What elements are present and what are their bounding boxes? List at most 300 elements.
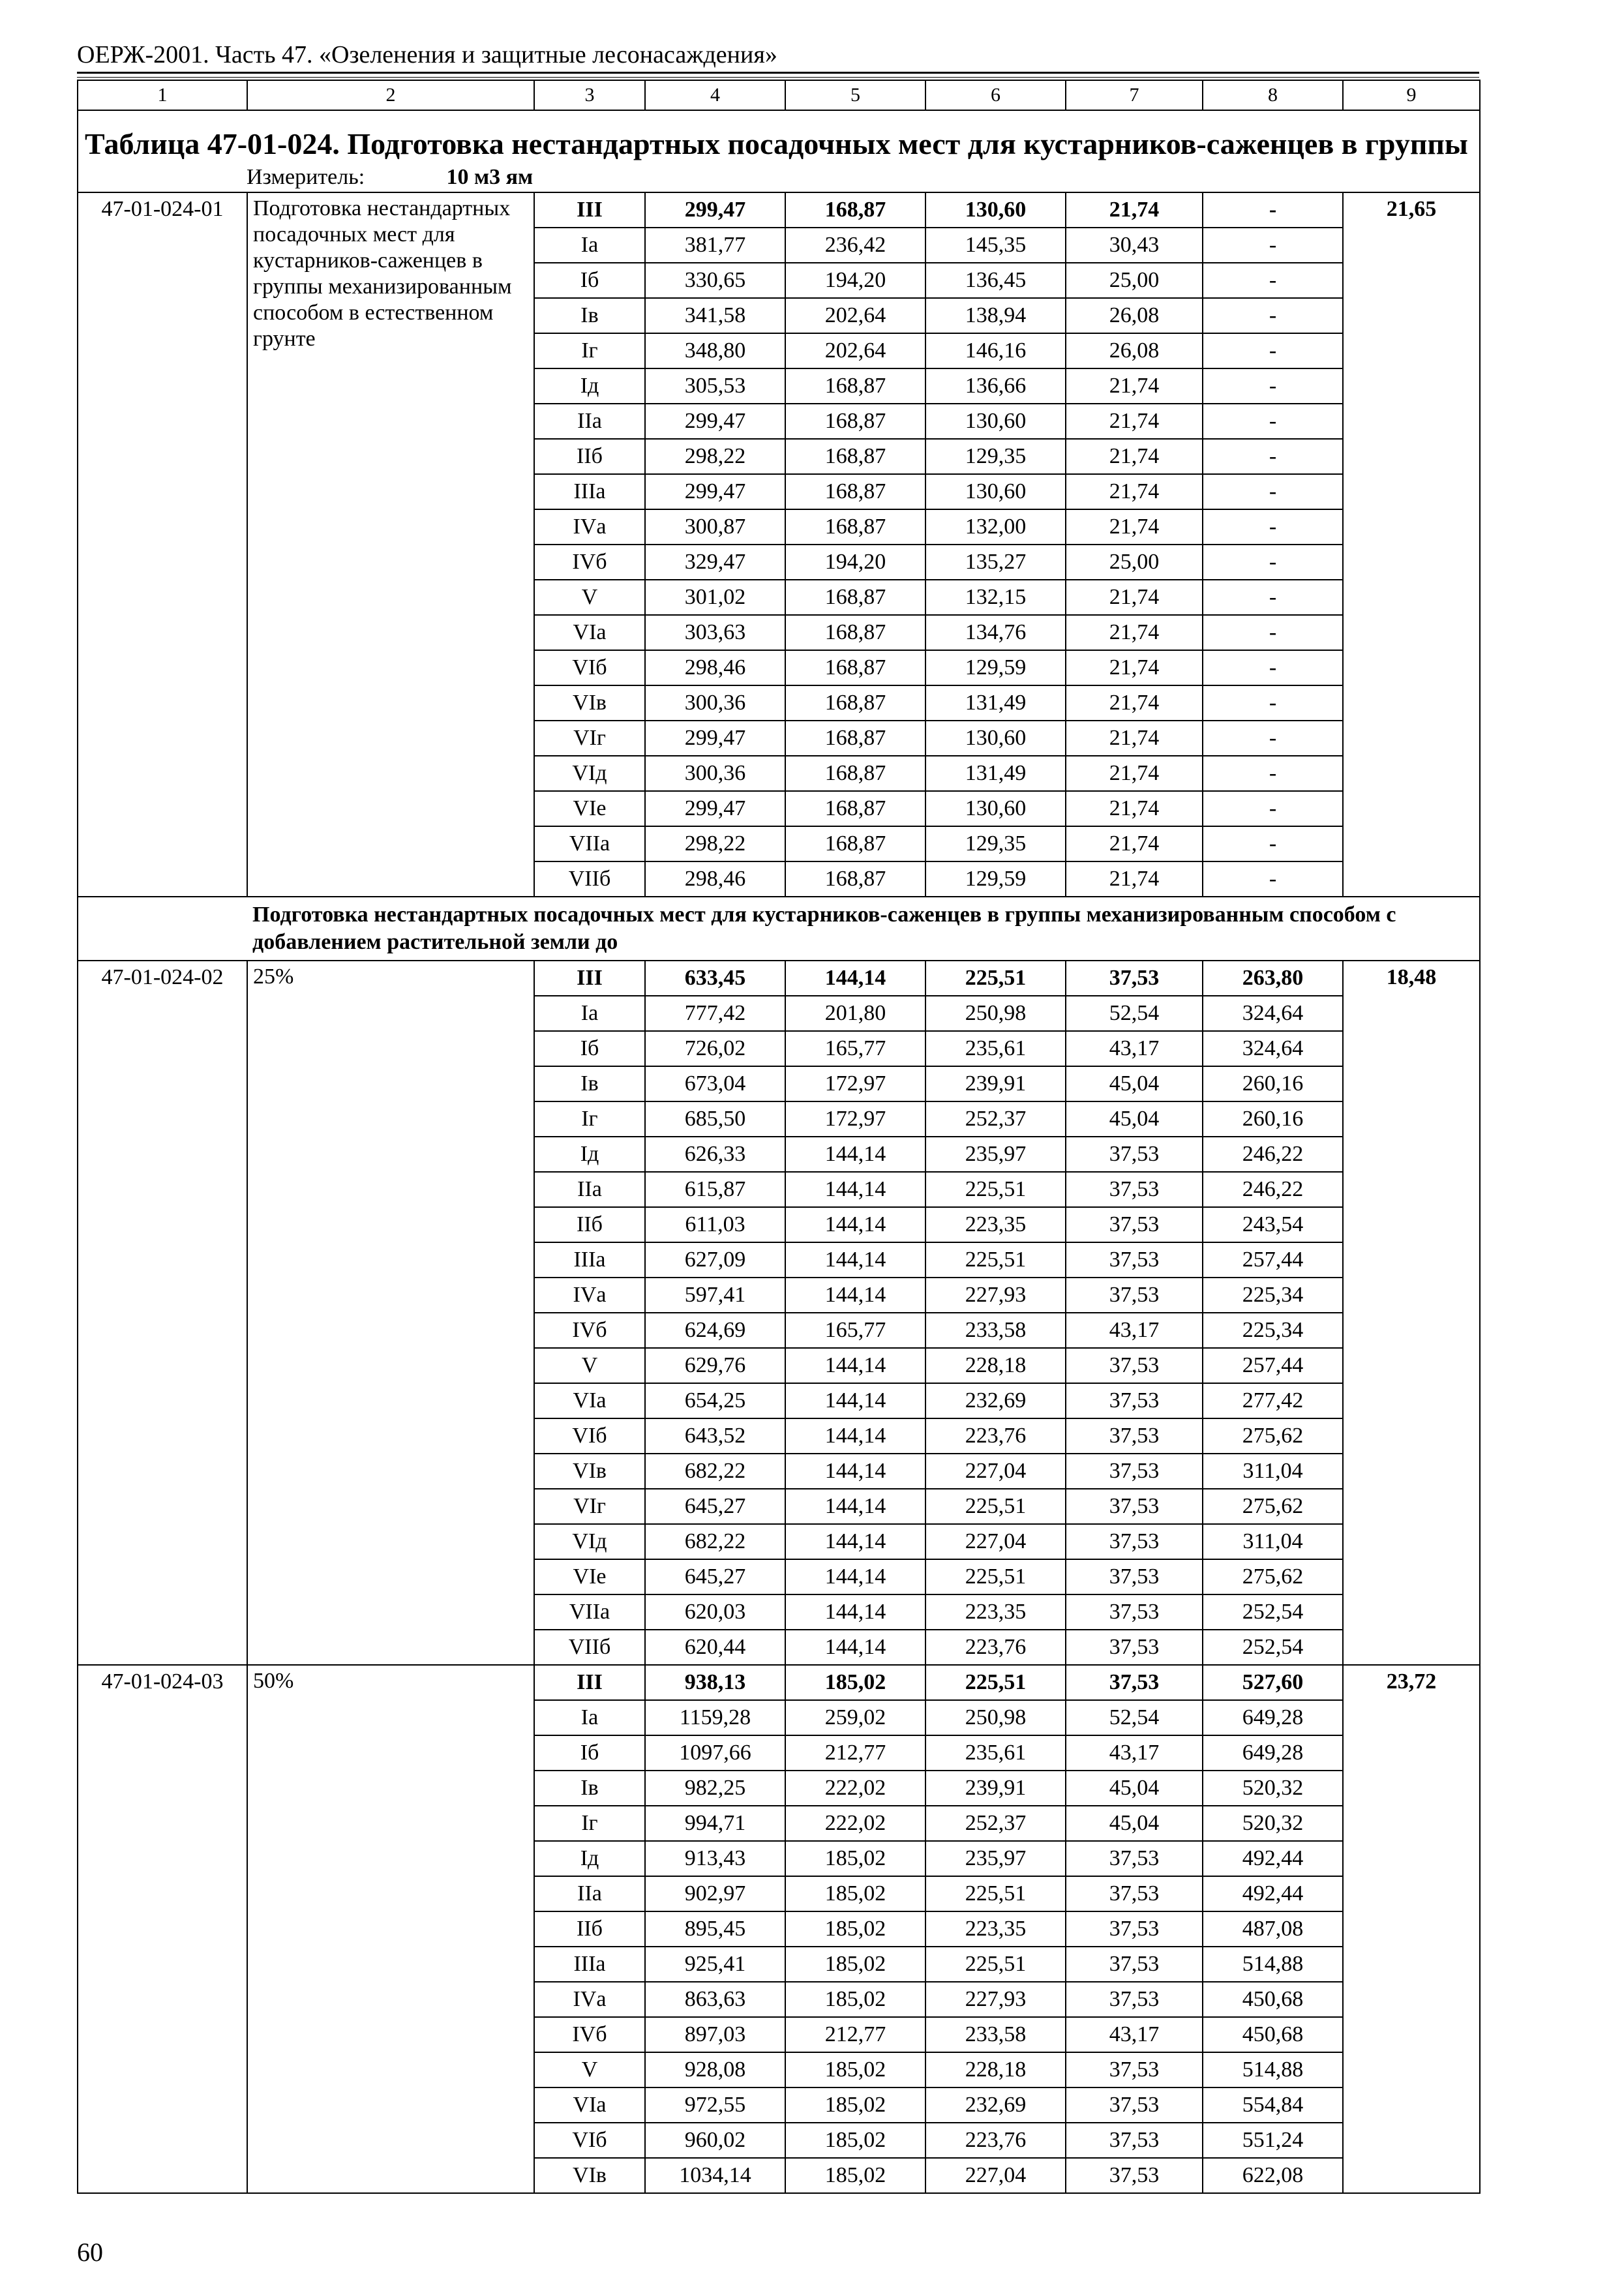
- zone-cell: IVб: [534, 545, 645, 580]
- value-cell: 615,87: [645, 1172, 785, 1207]
- value-cell: 165,77: [785, 1313, 925, 1348]
- value-cell: 130,60: [925, 404, 1066, 439]
- value-cell: 37,53: [1066, 1172, 1203, 1207]
- value-cell: 620,44: [645, 1630, 785, 1665]
- value-cell: 130,60: [925, 192, 1066, 228]
- zone-cell: IVа: [534, 1278, 645, 1313]
- value-cell: 43,17: [1066, 1735, 1203, 1771]
- rate-name: 25%: [247, 961, 534, 1665]
- value-cell: 863,63: [645, 1982, 785, 2017]
- value-cell: 622,08: [1203, 2158, 1343, 2193]
- value-cell: 633,45: [645, 961, 785, 996]
- value-cell: 129,59: [925, 650, 1066, 685]
- table-row: [78, 1665, 1480, 1700]
- value-cell: 223,35: [925, 1207, 1066, 1242]
- value-cell: 263,80: [1203, 961, 1343, 996]
- value-cell: 168,87: [785, 826, 925, 861]
- value-cell: 144,14: [785, 1594, 925, 1630]
- value-cell: 202,64: [785, 333, 925, 368]
- page-header: ОЕРЖ-2001. Часть 47. «Озеленения и защитные лесонасаждения»: [77, 41, 777, 68]
- table-row: [78, 961, 1480, 996]
- value-cell: 37,53: [1066, 2087, 1203, 2123]
- value-cell: 303,63: [645, 615, 785, 650]
- value-cell: 134,76: [925, 615, 1066, 650]
- value-cell: 185,02: [785, 1665, 925, 1700]
- value-cell: 726,02: [645, 1031, 785, 1066]
- subsection-row: [78, 897, 1480, 961]
- value-cell: -: [1203, 192, 1343, 228]
- value-cell: 682,22: [645, 1524, 785, 1559]
- value-cell: 168,87: [785, 861, 925, 897]
- value-cell: 341,58: [645, 298, 785, 333]
- value-cell: 300,36: [645, 685, 785, 721]
- value-cell: 275,62: [1203, 1559, 1343, 1594]
- value-cell: 52,54: [1066, 1700, 1203, 1735]
- zone-cell: VIIа: [534, 1594, 645, 1630]
- zone-cell: VIб: [534, 650, 645, 685]
- value-cell: -: [1203, 615, 1343, 650]
- value-cell: 132,15: [925, 580, 1066, 615]
- value-cell: -: [1203, 474, 1343, 509]
- value-cell: 235,97: [925, 1137, 1066, 1172]
- value-cell: 45,04: [1066, 1806, 1203, 1841]
- value-cell: 168,87: [785, 615, 925, 650]
- value-cell: 25,00: [1066, 545, 1203, 580]
- value-cell: 136,45: [925, 263, 1066, 298]
- value-cell: 144,14: [785, 961, 925, 996]
- value-cell: 649,28: [1203, 1735, 1343, 1771]
- value-cell: 21,74: [1066, 474, 1203, 509]
- value-cell: 223,35: [925, 1594, 1066, 1630]
- value-cell: 227,04: [925, 1524, 1066, 1559]
- value-cell: 235,61: [925, 1735, 1066, 1771]
- value-cell: 129,59: [925, 861, 1066, 897]
- value-cell: 300,87: [645, 509, 785, 545]
- value-cell: 902,97: [645, 1876, 785, 1911]
- value-cell: 492,44: [1203, 1876, 1343, 1911]
- zone-cell: IIIа: [534, 1947, 645, 1982]
- column-number: 1: [78, 80, 247, 110]
- rate-code: 47-01-024-02: [78, 961, 247, 1665]
- value-cell: 225,51: [925, 1947, 1066, 1982]
- value-cell: 227,04: [925, 2158, 1066, 2193]
- value-cell: 37,53: [1066, 2158, 1203, 2193]
- value-cell: -: [1203, 721, 1343, 756]
- zone-cell: Iг: [534, 1806, 645, 1841]
- value-cell: 37,53: [1066, 2052, 1203, 2087]
- value-cell: 21,74: [1066, 439, 1203, 474]
- value-cell: 311,04: [1203, 1454, 1343, 1489]
- value-cell: 144,14: [785, 1630, 925, 1665]
- value-cell: 37,53: [1066, 1489, 1203, 1524]
- value-cell: -: [1203, 509, 1343, 545]
- value-cell: 348,80: [645, 333, 785, 368]
- value-cell: 232,69: [925, 2087, 1066, 2123]
- value-cell: -: [1203, 826, 1343, 861]
- value-cell: 168,87: [785, 192, 925, 228]
- value-cell: 21,74: [1066, 192, 1203, 228]
- value-cell: 185,02: [785, 2087, 925, 2123]
- value-cell: 520,32: [1203, 1771, 1343, 1806]
- value-cell: 144,14: [785, 1489, 925, 1524]
- value-cell: 299,47: [645, 192, 785, 228]
- value-cell: 298,46: [645, 650, 785, 685]
- value-cell: 37,53: [1066, 1630, 1203, 1665]
- value-cell: 136,66: [925, 368, 1066, 404]
- value-cell: 146,16: [925, 333, 1066, 368]
- value-cell: 311,04: [1203, 1524, 1343, 1559]
- value-cell: 37,53: [1066, 1242, 1203, 1278]
- value-cell: 239,91: [925, 1771, 1066, 1806]
- zone-cell: VIг: [534, 721, 645, 756]
- zone-cell: Iв: [534, 1771, 645, 1806]
- value-cell: 21,74: [1066, 615, 1203, 650]
- value-cell: 299,47: [645, 474, 785, 509]
- value-cell: 329,47: [645, 545, 785, 580]
- value-cell: 185,02: [785, 1911, 925, 1947]
- value-cell: 37,53: [1066, 1418, 1203, 1454]
- value-cell: 620,03: [645, 1594, 785, 1630]
- column-number: 9: [1343, 80, 1480, 110]
- value-cell: 138,94: [925, 298, 1066, 333]
- value-cell: 144,14: [785, 1418, 925, 1454]
- column-number: 6: [925, 80, 1066, 110]
- meter-row: [78, 163, 1480, 192]
- value-cell: 144,14: [785, 1383, 925, 1418]
- table-title: Таблица 47-01-024. Подготовка нестандартных посадочных мест для кустарников-саженцев в группы: [78, 110, 1480, 163]
- value-cell: 37,53: [1066, 1137, 1203, 1172]
- value-cell: 597,41: [645, 1278, 785, 1313]
- value-cell: 222,02: [785, 1771, 925, 1806]
- zone-cell: III: [534, 192, 645, 228]
- value-cell: 144,14: [785, 1207, 925, 1242]
- value-cell: 305,53: [645, 368, 785, 404]
- subsection-heading: Подготовка нестандартных посадочных мест для кустарников-саженцев в группы механизированным способом с добавлением растительной земли до: [247, 897, 1480, 961]
- value-cell: 277,42: [1203, 1383, 1343, 1418]
- value-cell: 37,53: [1066, 1559, 1203, 1594]
- zone-cell: VIб: [534, 2123, 645, 2158]
- page-number: 60: [77, 2237, 103, 2267]
- value-cell: 144,14: [785, 1242, 925, 1278]
- value-cell: 130,60: [925, 721, 1066, 756]
- value-cell: 235,97: [925, 1841, 1066, 1876]
- labor-cost-cell: 18,48: [1343, 961, 1480, 1665]
- value-cell: 299,47: [645, 721, 785, 756]
- value-cell: 52,54: [1066, 996, 1203, 1031]
- zone-cell: Iб: [534, 1735, 645, 1771]
- value-cell: -: [1203, 298, 1343, 333]
- value-cell: 1097,66: [645, 1735, 785, 1771]
- zone-cell: Iа: [534, 1700, 645, 1735]
- meter-label: Измеритель:: [247, 165, 365, 189]
- zone-cell: Iв: [534, 1066, 645, 1101]
- value-cell: 225,34: [1203, 1278, 1343, 1313]
- value-cell: 21,74: [1066, 580, 1203, 615]
- zone-cell: Iа: [534, 996, 645, 1031]
- value-cell: -: [1203, 756, 1343, 791]
- value-cell: 225,34: [1203, 1313, 1343, 1348]
- rates-table: [77, 80, 1481, 2194]
- zone-cell: VIа: [534, 1383, 645, 1418]
- value-cell: 130,60: [925, 474, 1066, 509]
- value-cell: 1034,14: [645, 2158, 785, 2193]
- value-cell: 37,53: [1066, 961, 1203, 996]
- zone-cell: VIе: [534, 791, 645, 826]
- value-cell: 223,76: [925, 2123, 1066, 2158]
- zone-cell: IVа: [534, 509, 645, 545]
- column-number: 5: [785, 80, 925, 110]
- zone-cell: V: [534, 2052, 645, 2087]
- value-cell: 246,22: [1203, 1172, 1343, 1207]
- value-cell: 257,44: [1203, 1242, 1343, 1278]
- zone-cell: IIа: [534, 404, 645, 439]
- value-cell: 938,13: [645, 1665, 785, 1700]
- zone-cell: IVб: [534, 1313, 645, 1348]
- value-cell: 972,55: [645, 2087, 785, 2123]
- table-row: [78, 192, 1480, 228]
- value-cell: 629,76: [645, 1348, 785, 1383]
- value-cell: 227,04: [925, 1454, 1066, 1489]
- value-cell: 37,53: [1066, 1278, 1203, 1313]
- value-cell: 298,46: [645, 861, 785, 897]
- value-cell: 194,20: [785, 545, 925, 580]
- value-cell: 233,58: [925, 2017, 1066, 2052]
- value-cell: 185,02: [785, 1876, 925, 1911]
- value-cell: 185,02: [785, 2158, 925, 2193]
- zone-cell: IIб: [534, 1911, 645, 1947]
- value-cell: 654,25: [645, 1383, 785, 1418]
- value-cell: 381,77: [645, 228, 785, 263]
- value-cell: -: [1203, 650, 1343, 685]
- value-cell: 227,93: [925, 1278, 1066, 1313]
- value-cell: 243,54: [1203, 1207, 1343, 1242]
- value-cell: 185,02: [785, 1982, 925, 2017]
- value-cell: 168,87: [785, 650, 925, 685]
- zone-cell: Iб: [534, 1031, 645, 1066]
- rate-code: 47-01-024-01: [78, 192, 247, 897]
- value-cell: 144,14: [785, 1348, 925, 1383]
- value-cell: 21,74: [1066, 650, 1203, 685]
- value-cell: 239,91: [925, 1066, 1066, 1101]
- zone-cell: V: [534, 1348, 645, 1383]
- value-cell: 202,64: [785, 298, 925, 333]
- value-cell: 252,54: [1203, 1630, 1343, 1665]
- zone-cell: VIг: [534, 1489, 645, 1524]
- zone-cell: Iд: [534, 368, 645, 404]
- value-cell: 129,35: [925, 826, 1066, 861]
- value-cell: 144,14: [785, 1559, 925, 1594]
- labor-cost-cell: 23,72: [1343, 1665, 1480, 2193]
- value-cell: 257,44: [1203, 1348, 1343, 1383]
- value-cell: -: [1203, 685, 1343, 721]
- value-cell: 1159,28: [645, 1700, 785, 1735]
- value-cell: 45,04: [1066, 1101, 1203, 1137]
- meter-value: 10 м3 ям: [446, 165, 534, 189]
- value-cell: 37,53: [1066, 1594, 1203, 1630]
- value-cell: 21,74: [1066, 404, 1203, 439]
- value-cell: 30,43: [1066, 228, 1203, 263]
- value-cell: 45,04: [1066, 1066, 1203, 1101]
- value-cell: -: [1203, 861, 1343, 897]
- value-cell: 225,51: [925, 1172, 1066, 1207]
- value-cell: 225,51: [925, 1876, 1066, 1911]
- value-cell: 624,69: [645, 1313, 785, 1348]
- value-cell: 21,74: [1066, 826, 1203, 861]
- zone-cell: IIб: [534, 439, 645, 474]
- zone-cell: VIIб: [534, 1630, 645, 1665]
- value-cell: 37,53: [1066, 1947, 1203, 1982]
- value-cell: 43,17: [1066, 1031, 1203, 1066]
- value-cell: 643,52: [645, 1418, 785, 1454]
- value-cell: 131,49: [925, 756, 1066, 791]
- value-cell: -: [1203, 791, 1343, 826]
- value-cell: 172,97: [785, 1066, 925, 1101]
- value-cell: 994,71: [645, 1806, 785, 1841]
- value-cell: 21,74: [1066, 756, 1203, 791]
- value-cell: 330,65: [645, 263, 785, 298]
- value-cell: 685,50: [645, 1101, 785, 1137]
- value-cell: 928,08: [645, 2052, 785, 2087]
- zone-cell: VIв: [534, 2158, 645, 2193]
- zone-cell: Iд: [534, 1137, 645, 1172]
- zone-cell: VIа: [534, 615, 645, 650]
- value-cell: 131,49: [925, 685, 1066, 721]
- value-cell: 960,02: [645, 2123, 785, 2158]
- value-cell: 260,16: [1203, 1101, 1343, 1137]
- value-cell: 301,02: [645, 580, 785, 615]
- value-cell: 246,22: [1203, 1137, 1343, 1172]
- value-cell: 168,87: [785, 721, 925, 756]
- value-cell: 185,02: [785, 1841, 925, 1876]
- zone-cell: III: [534, 1665, 645, 1700]
- value-cell: 37,53: [1066, 1454, 1203, 1489]
- value-cell: 201,80: [785, 996, 925, 1031]
- value-cell: 514,88: [1203, 1947, 1343, 1982]
- zone-cell: IIа: [534, 1876, 645, 1911]
- value-cell: 144,14: [785, 1137, 925, 1172]
- value-cell: 225,51: [925, 1242, 1066, 1278]
- value-cell: -: [1203, 263, 1343, 298]
- value-cell: 144,14: [785, 1524, 925, 1559]
- value-cell: 275,62: [1203, 1489, 1343, 1524]
- value-cell: 21,74: [1066, 509, 1203, 545]
- value-cell: 43,17: [1066, 1313, 1203, 1348]
- value-cell: 144,14: [785, 1454, 925, 1489]
- value-cell: 168,87: [785, 791, 925, 826]
- zone-cell: IVа: [534, 1982, 645, 2017]
- value-cell: 514,88: [1203, 2052, 1343, 2087]
- zone-cell: Iв: [534, 298, 645, 333]
- value-cell: 649,28: [1203, 1700, 1343, 1735]
- value-cell: 222,02: [785, 1806, 925, 1841]
- value-cell: -: [1203, 580, 1343, 615]
- value-cell: 895,45: [645, 1911, 785, 1947]
- value-cell: 26,08: [1066, 333, 1203, 368]
- value-cell: 626,33: [645, 1137, 785, 1172]
- value-cell: 227,93: [925, 1982, 1066, 2017]
- value-cell: 492,44: [1203, 1841, 1343, 1876]
- value-cell: 527,60: [1203, 1665, 1343, 1700]
- zone-cell: IIIа: [534, 1242, 645, 1278]
- value-cell: 25,00: [1066, 263, 1203, 298]
- zone-cell: Iг: [534, 333, 645, 368]
- value-cell: 228,18: [925, 2052, 1066, 2087]
- zone-cell: VIв: [534, 1454, 645, 1489]
- value-cell: 26,08: [1066, 298, 1203, 333]
- column-number: 3: [534, 80, 645, 110]
- rate-name: Подготовка нестандартных посадочных мест для кустарников-саженцев в группы механизированным способом в естественном грунте: [247, 192, 534, 897]
- value-cell: 37,53: [1066, 1524, 1203, 1559]
- title-row: [78, 110, 1480, 163]
- zone-cell: Iа: [534, 228, 645, 263]
- value-cell: 223,76: [925, 1630, 1066, 1665]
- value-cell: 168,87: [785, 439, 925, 474]
- value-cell: 298,22: [645, 826, 785, 861]
- value-cell: 168,87: [785, 474, 925, 509]
- value-cell: 21,74: [1066, 721, 1203, 756]
- zone-cell: V: [534, 580, 645, 615]
- value-cell: 145,35: [925, 228, 1066, 263]
- value-cell: 982,25: [645, 1771, 785, 1806]
- value-cell: 37,53: [1066, 1207, 1203, 1242]
- value-cell: 645,27: [645, 1489, 785, 1524]
- value-cell: 225,51: [925, 961, 1066, 996]
- value-cell: 225,51: [925, 1665, 1066, 1700]
- value-cell: 299,47: [645, 404, 785, 439]
- value-cell: 212,77: [785, 2017, 925, 2052]
- value-cell: 259,02: [785, 1700, 925, 1735]
- value-cell: 300,36: [645, 756, 785, 791]
- value-cell: 168,87: [785, 580, 925, 615]
- value-cell: 37,53: [1066, 1348, 1203, 1383]
- value-cell: 250,98: [925, 996, 1066, 1031]
- zone-cell: VIд: [534, 1524, 645, 1559]
- value-cell: 487,08: [1203, 1911, 1343, 1947]
- rate-name: 50%: [247, 1665, 534, 2193]
- value-cell: -: [1203, 404, 1343, 439]
- zone-cell: IIб: [534, 1207, 645, 1242]
- value-cell: 554,84: [1203, 2087, 1343, 2123]
- value-cell: 250,98: [925, 1700, 1066, 1735]
- value-cell: 37,53: [1066, 1665, 1203, 1700]
- value-cell: 925,41: [645, 1947, 785, 1982]
- value-cell: 225,51: [925, 1489, 1066, 1524]
- value-cell: 194,20: [785, 263, 925, 298]
- zone-cell: VIд: [534, 756, 645, 791]
- value-cell: 645,27: [645, 1559, 785, 1594]
- value-cell: 225,51: [925, 1559, 1066, 1594]
- value-cell: 212,77: [785, 1735, 925, 1771]
- value-cell: 172,97: [785, 1101, 925, 1137]
- value-cell: 232,69: [925, 1383, 1066, 1418]
- value-cell: 37,53: [1066, 2123, 1203, 2158]
- zone-cell: Iг: [534, 1101, 645, 1137]
- value-cell: 299,47: [645, 791, 785, 826]
- header-rule-thin: [77, 77, 1479, 78]
- value-cell: 21,74: [1066, 861, 1203, 897]
- zone-cell: Iд: [534, 1841, 645, 1876]
- value-cell: 37,53: [1066, 1911, 1203, 1947]
- value-cell: 185,02: [785, 1947, 925, 1982]
- value-cell: 673,04: [645, 1066, 785, 1101]
- value-cell: 252,54: [1203, 1594, 1343, 1630]
- zone-cell: Iб: [534, 263, 645, 298]
- value-cell: 144,14: [785, 1278, 925, 1313]
- value-cell: 324,64: [1203, 1031, 1343, 1066]
- value-cell: 168,87: [785, 368, 925, 404]
- value-cell: -: [1203, 545, 1343, 580]
- value-cell: 777,42: [645, 996, 785, 1031]
